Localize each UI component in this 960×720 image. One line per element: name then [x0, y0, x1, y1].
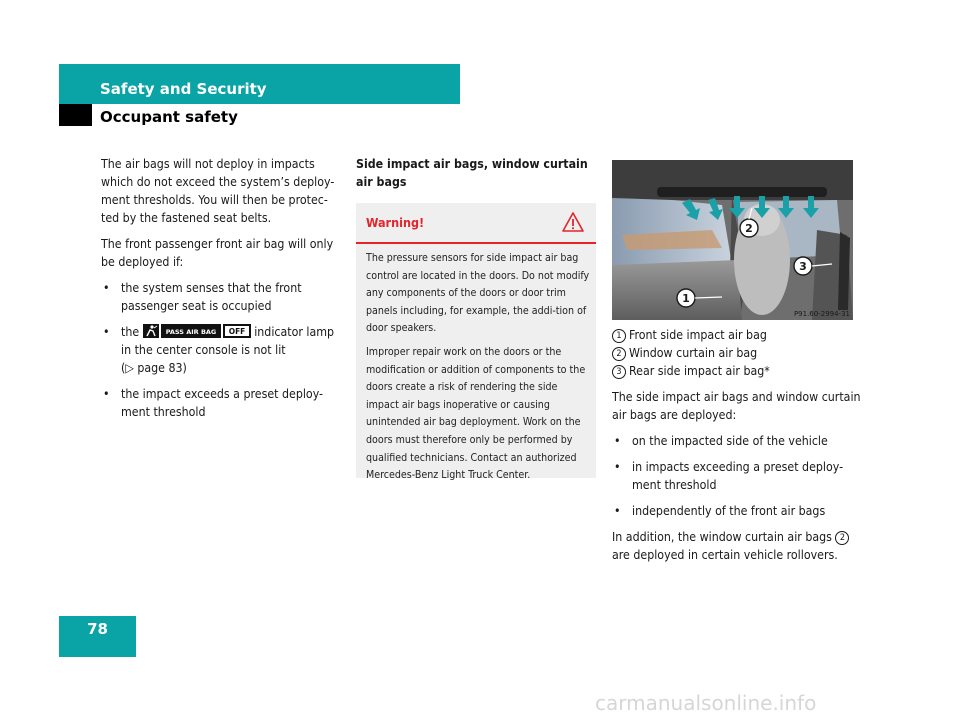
section-title: Safety and Security: [100, 80, 267, 98]
paragraph: In addition, the window curtain air bags 2are deployed in certain vehicle rollovers.: [612, 528, 862, 564]
list-item: • in impacts exceeding a preset deploy-ment threshold: [614, 460, 844, 492]
watermark: carmanualsonline.info: [595, 691, 817, 715]
callout-3: 3: [799, 260, 807, 273]
paragraph: Improper repair work on the doors or the modification or addition of components to the doors create a risk of rendering the side impact air bags inoperative or causing unintended air bag deployment. Work on the doors must therefore only be performed by qualified technicians. Contact an authorized Mercedes-Benz Light Truck Center.: [366, 345, 586, 482]
section-heading: Side impact air bags, window curtain air bags: [356, 157, 588, 189]
warning-title: Warning!: [366, 215, 425, 230]
column-right: [612, 326, 862, 572]
column-middle: [356, 155, 596, 199]
paragraph: The front passenger front air bag will only be deployed if:: [101, 237, 334, 269]
warning-body: [366, 250, 591, 491]
list-item: • the impact exceeds a preset deploy-ment threshold: [103, 387, 324, 419]
warning-header: [356, 203, 596, 244]
callout-1: 1: [682, 292, 690, 305]
header-tab-marker: [59, 104, 92, 126]
list-item: • on the impacted side of the vehicle: [614, 434, 828, 448]
warning-triangle-icon: [562, 211, 584, 233]
page-number: 78: [87, 620, 108, 638]
list-item: • independently of the front air bags: [614, 504, 826, 518]
figure-code: P91.60-2994-31: [793, 310, 850, 318]
page-reference: (▷ page 83): [121, 361, 187, 375]
legend-item: 1 Front side impact air bag: [612, 326, 862, 344]
svg-text:PASS AIR BAG: PASS AIR BAG: [165, 328, 216, 336]
subsection-title: Occupant safety: [100, 108, 238, 126]
paragraph: The side impact air bags and window curtain air bags are deployed:: [612, 390, 861, 422]
warning-box: [356, 203, 596, 482]
paragraph: The air bags will not deploy in impacts which do not exceed the system’s deploy-ment thresholds. You will then be protec-ted by the fastened seat belts.: [101, 157, 335, 225]
airbag-photo: [612, 160, 853, 320]
svg-text:OFF: OFF: [228, 327, 245, 336]
legend-item: 3 Rear side impact air bag*: [612, 362, 862, 380]
legend-item: 2 Window curtain air bag: [612, 344, 862, 362]
callout-2: 2: [745, 222, 753, 235]
passenger-airbag-off-icon: [143, 324, 251, 338]
column-left: [101, 155, 341, 429]
list-item: • the PASS AIR BAG OFF indicator lamp in the center console is not lit (▷ page 83): [103, 325, 335, 375]
legend: [612, 326, 862, 380]
list-item: • the system senses that the front passenger seat is occupied: [103, 281, 302, 313]
paragraph: The pressure sensors for side impact air bag control are located in the doors. Do not modify any components of the doors or door trim panels including, for example, the addi-tion of door speakers.: [366, 252, 590, 335]
